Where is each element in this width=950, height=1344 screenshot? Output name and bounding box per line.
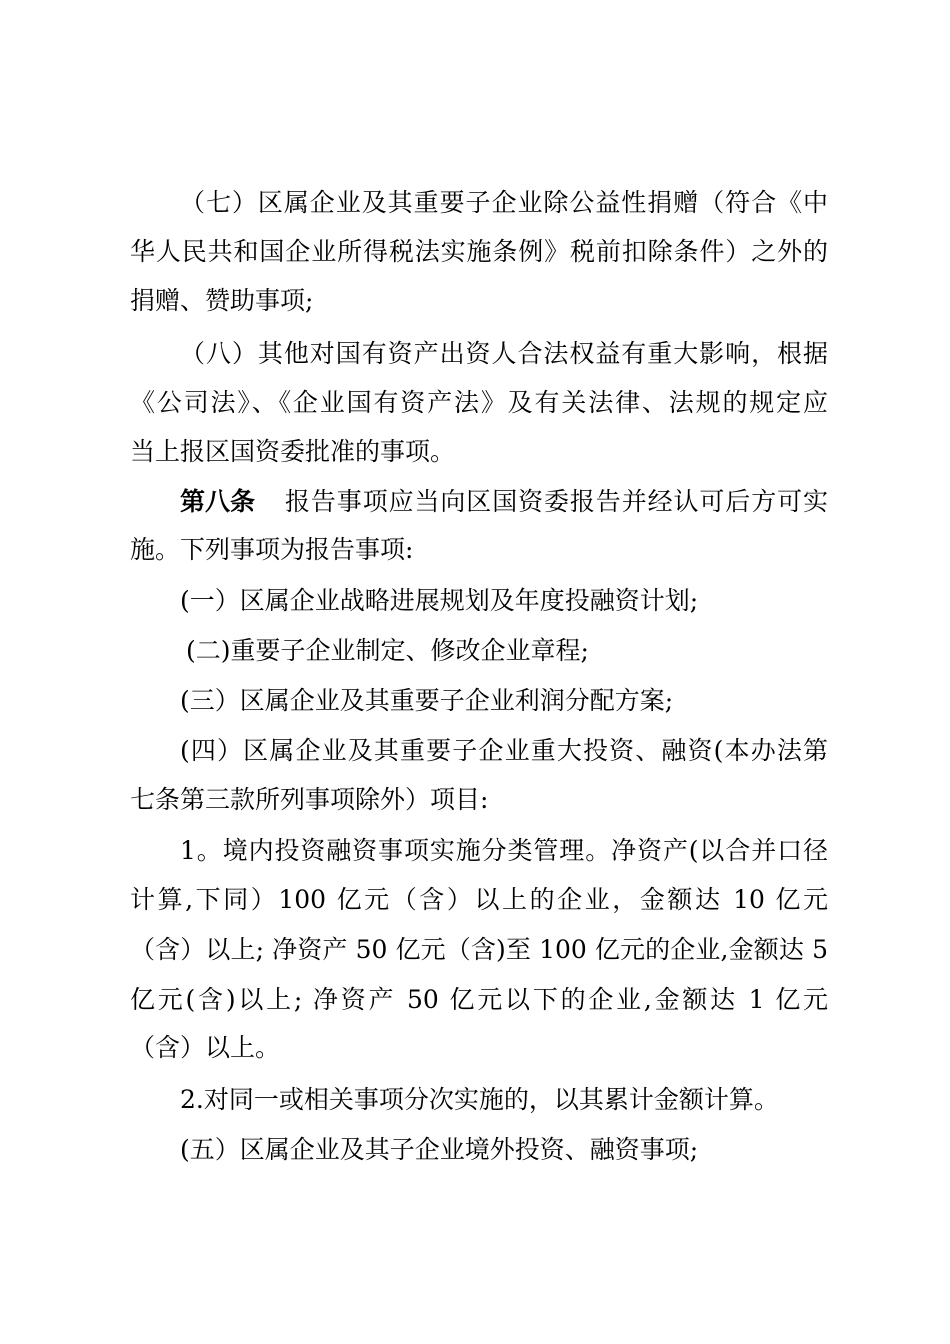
text-line-content: （含）以上; 净资产 50 亿元（含)至 100 亿元的企业,金额达 5 bbox=[130, 935, 828, 964]
text-line bbox=[0, 1080, 950, 1120]
text-line-content: (二)重要子企业制定、修改企业章程; bbox=[186, 636, 589, 665]
text-line-content: 1。境内投资融资事项实施分类管理。净资产(以合并口径 bbox=[180, 836, 828, 865]
text-line-content: （含）以上。 bbox=[130, 1033, 281, 1062]
text-line-content: 施。下列事项为报告事项: bbox=[130, 535, 414, 564]
text-line-content: 亿元(含)以上; 净资产 50 亿元以下的企业,金额达 1 亿元 bbox=[130, 985, 828, 1014]
text-line bbox=[0, 980, 950, 1020]
text-line-content: (四）区属企业及其重要子企业重大投资、融资(本办法第 bbox=[180, 736, 828, 765]
text-line bbox=[0, 880, 950, 920]
text-line bbox=[0, 831, 950, 871]
text-line-content: 报告事项应当向区国资委报告并经认可后方可实 bbox=[285, 487, 828, 516]
text-line bbox=[0, 281, 950, 321]
text-line-content: 2.对同一或相关事项分次实施的，以其累计金额计算。 bbox=[180, 1085, 779, 1114]
article-label: 第八条 bbox=[180, 487, 256, 516]
text-line-content: (五）区属企业及其子企业境外投资、融资事项; bbox=[180, 1135, 699, 1164]
article-heading-line bbox=[0, 482, 950, 522]
text-line bbox=[0, 581, 950, 621]
text-line bbox=[0, 530, 950, 570]
text-line bbox=[0, 232, 950, 272]
text-line bbox=[0, 681, 950, 721]
text-line-content: 七条第三款所列事项除外）项目: bbox=[130, 785, 489, 814]
text-line-content: 计算,下同）100 亿元（含）以上的企业，金额达 10 亿元 bbox=[130, 885, 828, 914]
text-line bbox=[0, 1130, 950, 1170]
text-line bbox=[0, 780, 950, 820]
text-line-content: 《公司法》、《企业国有资产法》及有关法律、法规的规定应 bbox=[130, 388, 828, 417]
text-line-content: （七）区属企业及其重要子企业除公益性捐赠（符合《中 bbox=[180, 188, 828, 217]
text-line-content: （八）其他对国有资产出资人合法权益有重大影响，根据 bbox=[180, 339, 828, 368]
text-line-content: (三）区属企业及其重要子企业利润分配方案; bbox=[180, 686, 674, 715]
text-line bbox=[0, 334, 950, 374]
text-line bbox=[0, 631, 950, 671]
text-line bbox=[0, 383, 950, 423]
text-line-content: 捐赠、赞助事项; bbox=[130, 286, 314, 315]
text-line-content: (一）区属企业战略进展规划及年度投融资计划; bbox=[180, 586, 699, 615]
text-line bbox=[0, 1028, 950, 1068]
text-line-content: 当上报区国资委批准的事项。 bbox=[130, 437, 456, 466]
text-line bbox=[0, 930, 950, 970]
text-line bbox=[0, 183, 950, 223]
text-line bbox=[0, 432, 950, 472]
text-line bbox=[0, 731, 950, 771]
text-line-content: 华人民共和国企业所得税法实施条例》税前扣除条件）之外的 bbox=[130, 237, 828, 266]
